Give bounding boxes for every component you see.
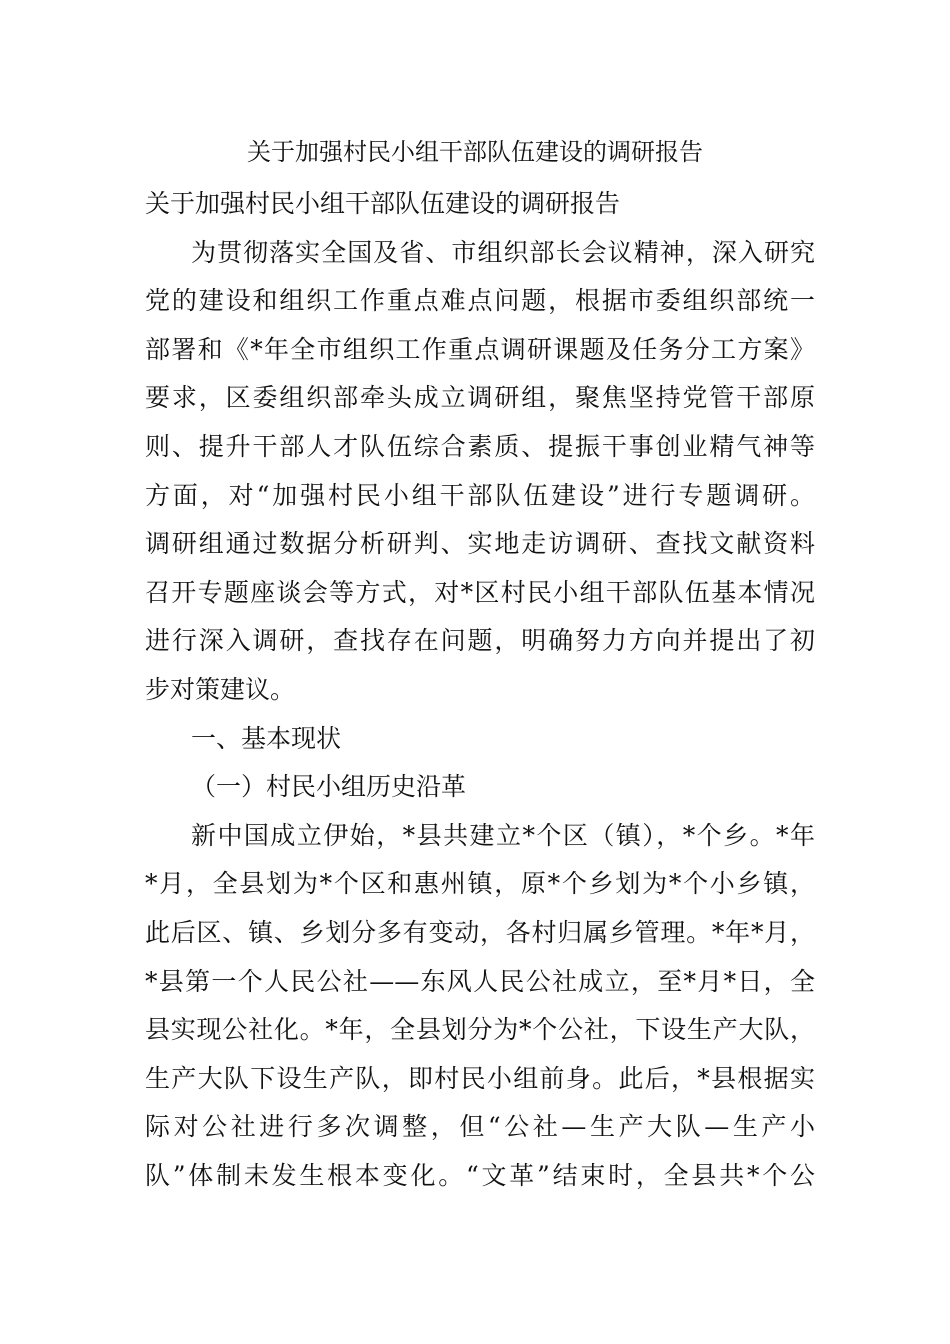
paragraph-line: 党的建设和组织工作重点难点问题，根据市委组织部统一 bbox=[145, 286, 815, 316]
paragraph-line: 际对公社进行多次调整，但“公社—生产大队—生产小 bbox=[145, 1112, 815, 1142]
document-body bbox=[145, 180, 815, 1200]
paragraph-line: 队”体制未发生根本变化。“文革”结束时，全县共*个公 bbox=[145, 1160, 815, 1190]
section-heading: 一、基本现状 bbox=[191, 723, 342, 753]
paragraph-line: 为贯彻落实全国及省、市组织部长会议精神，深入研究 bbox=[191, 237, 815, 267]
paragraph-line: 则、提升干部人才队伍综合素质、提振干事创业精气神等 bbox=[145, 431, 815, 461]
paragraph-line: 调研组通过数据分析研判、实地走访调研、查找文献资料 bbox=[145, 529, 815, 559]
paragraph-line: 县实现公社化。*年，全县划分为*个公社，下设生产大队， bbox=[145, 1015, 815, 1045]
paragraph-line: 生产大队下设生产队，即村民小组前身。此后，*县根据实 bbox=[145, 1063, 815, 1093]
paragraph-line: 此后区、镇、乡划分多有变动，各村归属乡管理。*年*月， bbox=[145, 917, 815, 947]
paragraph-line: 部署和《*年全市组织工作重点调研课题及任务分工方案》 bbox=[145, 334, 815, 364]
subsection-heading: （一）村民小组历史沿革 bbox=[191, 772, 467, 802]
paragraph-line: 进行深入调研，查找存在问题，明确努力方向并提出了初 bbox=[145, 626, 815, 656]
paragraph-line: *月，全县划为*个区和惠州镇，原*个乡划为*个小乡镇， bbox=[145, 869, 815, 899]
paragraph-line: 方面，对“加强村民小组干部队伍建设”进行专题调研。 bbox=[145, 480, 815, 510]
paragraph-line: *县第一个人民公社——东风人民公社成立，至*月*日，全 bbox=[145, 966, 815, 996]
document-title: 关于加强村民小组干部队伍建设的调研报告 bbox=[247, 138, 703, 166]
paragraph-line: 要求，区委组织部牵头成立调研组，聚焦坚持党管干部原 bbox=[145, 383, 815, 413]
paragraph-line: 步对策建议。 bbox=[145, 674, 296, 704]
paragraph-line: 召开专题座谈会等方式，对*区村民小组干部队伍基本情况 bbox=[145, 577, 815, 607]
paragraph-line: 新中国成立伊始，*县共建立*个区（镇），*个乡。*年 bbox=[191, 820, 815, 850]
subtitle-line: 关于加强村民小组干部队伍建设的调研报告 bbox=[145, 189, 621, 218]
